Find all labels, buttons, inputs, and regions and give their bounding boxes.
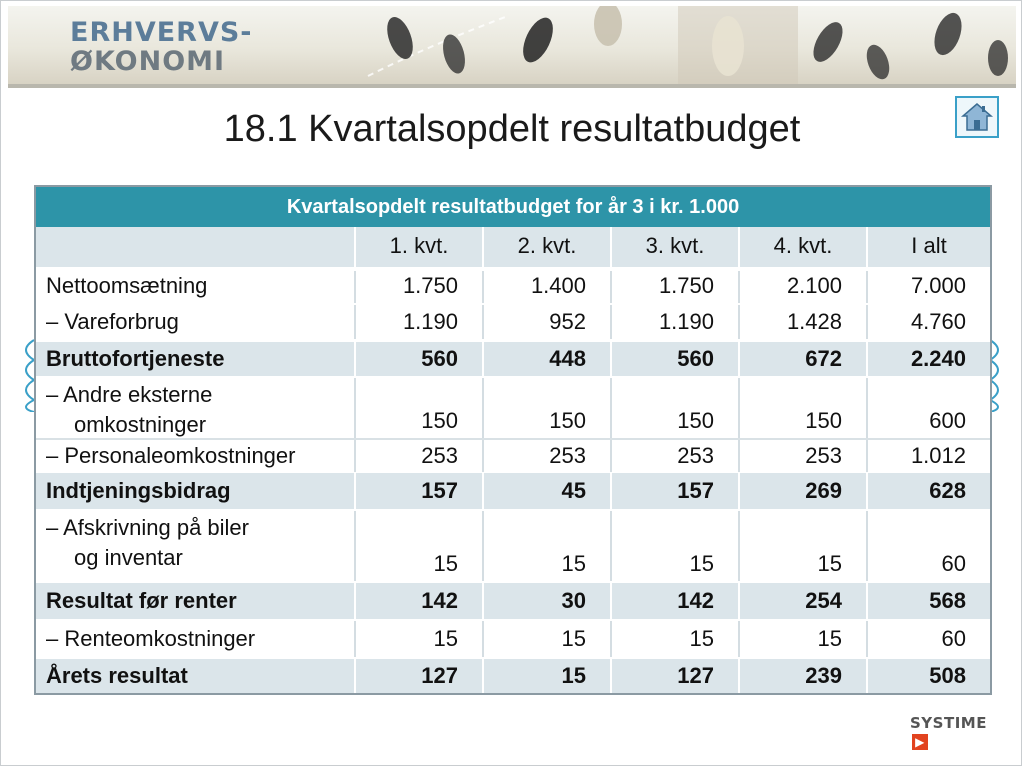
table-cell: 15 xyxy=(354,621,482,657)
table-cell: 15 xyxy=(482,621,610,657)
publisher-logo xyxy=(910,714,1002,749)
table-cell: 2.240 xyxy=(866,342,990,376)
row-label xyxy=(36,378,354,438)
table-cell: 1.190 xyxy=(610,305,738,339)
table-cell: 952 xyxy=(482,305,610,339)
table-cell: 1.190 xyxy=(354,305,482,339)
column-header: 2. kvt. xyxy=(482,227,610,267)
row-label: Resultat før renter xyxy=(46,588,237,613)
table-row xyxy=(36,305,990,339)
table-cell: 4.760 xyxy=(866,305,990,339)
row-label-line-1: – Afskrivning på biler xyxy=(46,515,249,540)
table-cell: 15 xyxy=(738,621,866,657)
table-row xyxy=(36,378,990,438)
table-caption: Kvartalsopdelt resultatbudget for år 3 i kr. 1.000 xyxy=(36,187,990,227)
publisher-name: SYSTIME xyxy=(910,714,987,732)
table-cell: 15 xyxy=(610,621,738,657)
table-row xyxy=(36,342,990,376)
row-label: Indtjeningsbidrag xyxy=(46,478,231,503)
column-header: 4. kvt. xyxy=(738,227,866,267)
table-cell: 1.750 xyxy=(354,271,482,303)
table-cell: 253 xyxy=(354,440,482,472)
column-header: 1. kvt. xyxy=(354,227,482,267)
table-cell: 7.000 xyxy=(866,271,990,303)
table-cell: 150 xyxy=(354,378,482,438)
table-cell: 15 xyxy=(482,659,610,693)
brand-logo xyxy=(70,18,253,76)
table-cell: 15 xyxy=(738,511,866,581)
row-label-line-2: omkostninger xyxy=(74,412,207,437)
table-cell: 127 xyxy=(610,659,738,693)
table-cell: 157 xyxy=(610,473,738,509)
row-label-line-1: – Andre eksterne xyxy=(46,382,213,407)
table-cell: 45 xyxy=(482,473,610,509)
brand-line-1: ERHVERVS- xyxy=(70,17,253,48)
table-cell: 2.100 xyxy=(738,271,866,303)
table-cell: 239 xyxy=(738,659,866,693)
table-cell: 560 xyxy=(610,342,738,376)
table-cell: 254 xyxy=(738,583,866,619)
table-cell: 142 xyxy=(354,583,482,619)
table-row xyxy=(36,438,990,472)
table-row xyxy=(36,511,990,581)
table-cell: 253 xyxy=(482,440,610,472)
table-cell: 1.400 xyxy=(482,271,610,303)
row-label: Nettoomsætning xyxy=(46,273,208,298)
table-cell: 1.428 xyxy=(738,305,866,339)
table-cell: 1.012 xyxy=(866,440,990,472)
table-cell: 1.750 xyxy=(610,271,738,303)
table-cell: 150 xyxy=(738,378,866,438)
column-header: I alt xyxy=(866,227,990,267)
row-label: Bruttofortjeneste xyxy=(46,346,225,371)
table-cell: 157 xyxy=(354,473,482,509)
row-label xyxy=(36,511,354,581)
table-cell: 60 xyxy=(866,511,990,581)
table-cell: 448 xyxy=(482,342,610,376)
table-cell: 142 xyxy=(610,583,738,619)
column-header: 3. kvt. xyxy=(610,227,738,267)
table-cell: 672 xyxy=(738,342,866,376)
table-cell: 628 xyxy=(866,473,990,509)
row-label: Årets resultat xyxy=(46,663,188,688)
table-cell: 60 xyxy=(866,621,990,657)
table-row xyxy=(36,659,990,693)
row-label: – Vareforbrug xyxy=(46,309,179,334)
table-cell: 150 xyxy=(482,378,610,438)
table-row xyxy=(36,583,990,619)
table-cell: 269 xyxy=(738,473,866,509)
table-cell: 15 xyxy=(482,511,610,581)
table-row xyxy=(36,473,990,509)
footprints-decoration xyxy=(308,6,1016,84)
row-label: – Renteomkostninger xyxy=(46,626,256,651)
play-arrow-icon: ▶ xyxy=(912,734,928,750)
table-cell: 568 xyxy=(866,583,990,619)
brand-line-2: ØKONOMI xyxy=(70,46,226,77)
table-cell: 253 xyxy=(610,440,738,472)
row-label-line-2: og inventar xyxy=(74,545,183,570)
table-cell: 30 xyxy=(482,583,610,619)
header-label-cell xyxy=(36,227,354,267)
table-row xyxy=(36,621,990,657)
table-cell: 15 xyxy=(354,511,482,581)
table-cell: 127 xyxy=(354,659,482,693)
table-cell: 560 xyxy=(354,342,482,376)
header-banner xyxy=(8,6,1016,88)
page-title: 18.1 Kvartalsopdelt resultatbudget xyxy=(223,108,801,150)
table-header-row xyxy=(36,227,990,267)
budget-table xyxy=(34,185,992,695)
table-cell: 600 xyxy=(866,378,990,438)
table-cell: 508 xyxy=(866,659,990,693)
table-cell: 15 xyxy=(610,511,738,581)
table-cell: 253 xyxy=(738,440,866,472)
row-label: – Personaleomkostninger xyxy=(46,443,296,468)
table-row xyxy=(36,271,990,303)
table-cell: 150 xyxy=(610,378,738,438)
